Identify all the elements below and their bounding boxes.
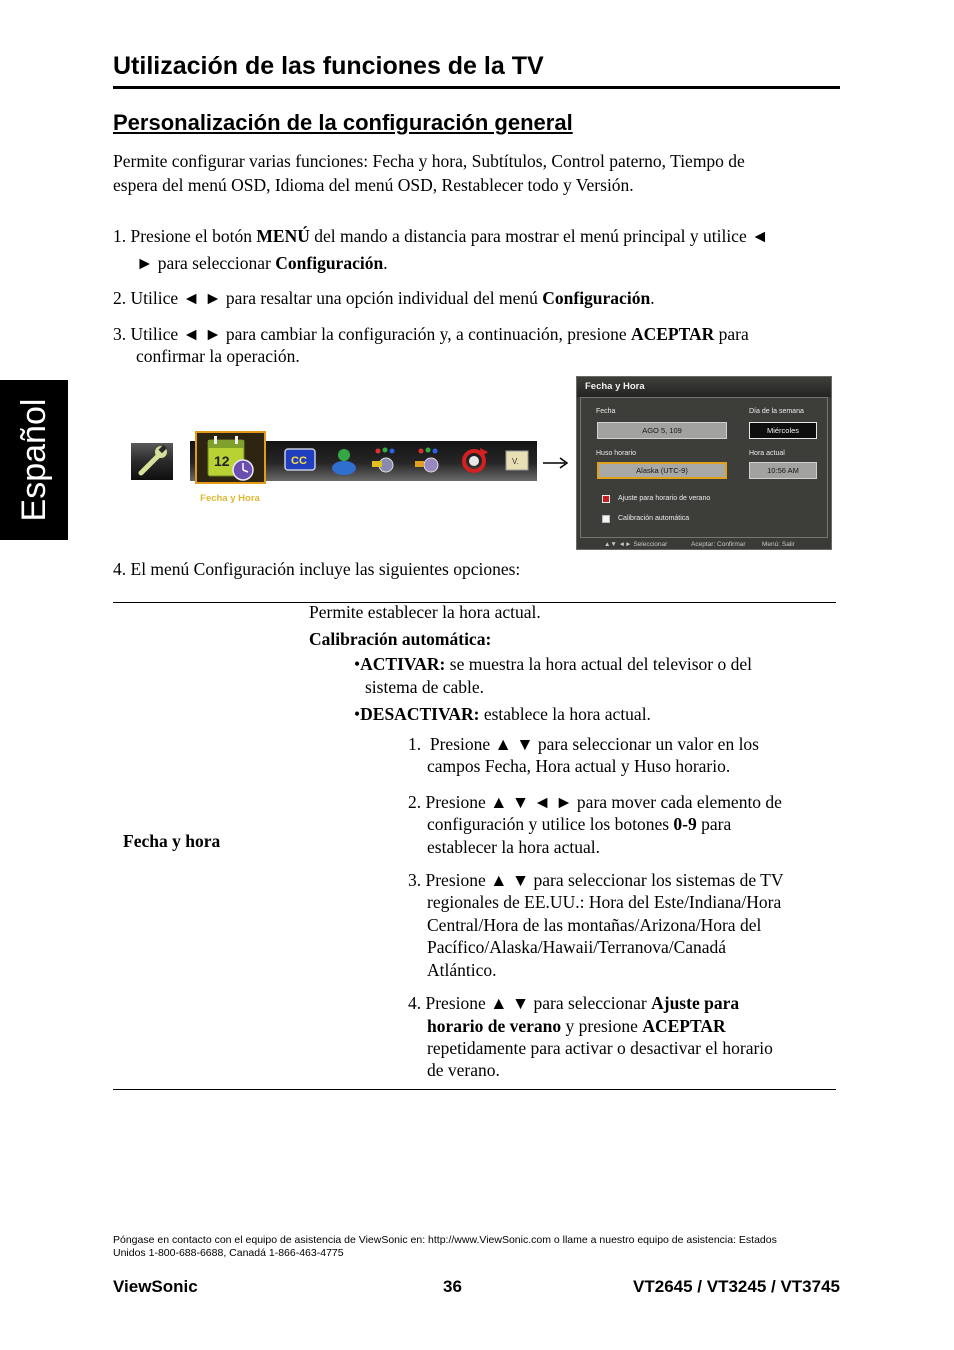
step-text: 1. Presione el botón (113, 226, 257, 246)
item-4-line (408, 992, 739, 1014)
item-4-line: de verano. (427, 1060, 500, 1080)
item-4-line (427, 1015, 726, 1037)
table-row-label: Fecha y hora (123, 831, 221, 851)
item-2-line: 2. Presione ▲ ▼ ◄ ► para mover cada elemento de (408, 792, 782, 812)
item-text: para (696, 814, 732, 834)
version-card-text: V. (512, 457, 519, 466)
current-time-label: Hora actual (749, 450, 785, 457)
cc-icon (285, 449, 315, 470)
item-bold: ACEPTAR (642, 1016, 726, 1036)
step-1-line-2 (136, 252, 388, 274)
timezone-field: Alaska (UTC-9) (597, 462, 727, 479)
step-text: del mando a distancia para mostrar el menú principal y utilice ◄ (309, 226, 769, 246)
auto-calibration-checkbox (602, 515, 610, 523)
bullet-desactivar (354, 703, 651, 725)
title-rule (113, 86, 840, 89)
item-3-line: 3. Presione ▲ ▼ para seleccionar los sistemas de TV (408, 870, 784, 890)
section-title: Personalización de la configuración general (113, 110, 573, 135)
support-note-line: Póngase en contacto con el equipo de asistencia de ViewSonic en: http://www.ViewSonic.com o llame a nuestro equipo de asistencia: Estados (113, 1234, 777, 1246)
step-3-line-1 (113, 323, 749, 345)
step-bold: Configuración (275, 253, 384, 273)
calendar-day-number: 12 (214, 453, 230, 469)
item-bold: Ajuste para (651, 993, 740, 1013)
timezone-label: Huso horario (596, 450, 637, 457)
table-bottom-rule (113, 1089, 836, 1090)
item-2-line (427, 813, 731, 835)
step-3-line-2: confirmar la operación. (136, 346, 300, 366)
footer-models: VT2645 / VT3245 / VT3745 (633, 1277, 840, 1296)
item-1-line: 1. Presione ▲ ▼ para seleccionar un valor en los (408, 734, 759, 754)
bullet-activar (354, 653, 752, 675)
right-arrow-icon (541, 456, 571, 470)
step-bold: ACEPTAR (630, 324, 715, 344)
step-bold: MENÚ (256, 226, 310, 246)
cc-icon-text: CC (291, 455, 307, 467)
item-3-line: Central/Hora de las montañas/Arizona/Hora del (427, 915, 762, 935)
language-tab-label: Español (15, 398, 53, 522)
dst-checkbox-label: Ajuste para horario de verano (618, 495, 711, 502)
auto-calibration-label: Calibración automática (618, 515, 690, 522)
item-1-line: campos Fecha, Hora actual y Huso horario. (427, 756, 731, 776)
item-text: y presione (561, 1016, 643, 1036)
bullet-mark: • (354, 704, 361, 724)
step-2 (113, 287, 655, 309)
page-title: Utilización de las funciones de la TV (113, 52, 544, 80)
step-text: 3. Utilice ◄ ► para cambiar la configuración y, a continuación, presione (113, 324, 631, 344)
bullet-bold: DESACTIVAR: (360, 704, 480, 724)
step-text: ► para seleccionar (136, 253, 276, 273)
page-number: 36 (443, 1277, 462, 1296)
item-text: 4. Presione ▲ ▼ para seleccionar (408, 993, 652, 1013)
date-label: Fecha (596, 408, 616, 415)
wrench-icon (131, 443, 173, 480)
bullet-bold: ACTIVAR: (360, 654, 446, 674)
step-1-line-1 (113, 225, 768, 247)
dst-checkbox (602, 495, 610, 503)
item-bold: horario de verano (427, 1016, 562, 1036)
step-text: 2. Utilice ◄ ► para resaltar una opción individual del menú (113, 288, 543, 308)
intro-line: espera del menú OSD, Idioma del menú OSD, Restablecer todo y Versión. (113, 175, 634, 195)
hint-select: ▲▼ ◄► Seleccionar (604, 541, 668, 548)
date-time-dialog (576, 376, 832, 550)
language-side-tab (0, 380, 68, 540)
date-field: AGO 5, 109 (597, 422, 727, 439)
item-3-line: regionales de EE.UU.: Hora del Este/Indiana/Hora (427, 892, 782, 912)
weekday-field: Miércoles (749, 422, 817, 439)
table-description: Permite establecer la hora actual. (309, 602, 541, 622)
support-note-line: Unidos 1-800-688-6688, Canadá 1-866-463-4775 (113, 1247, 344, 1259)
step-bold: Configuración (542, 288, 651, 308)
current-time-field: 10:56 AM (749, 462, 817, 479)
hint-confirm: Aceptar: Confirmar (691, 541, 746, 548)
calendar-clock-icon (196, 432, 265, 483)
weekday-label: Día de la semana (749, 408, 804, 415)
intro-line: Permite configurar varias funciones: Fecha y hora, Subtítulos, Control paterno, Tiempo de (113, 151, 745, 171)
step-text: . (650, 288, 655, 308)
item-bold: 0-9 (673, 814, 697, 834)
step-4: 4. El menú Configuración incluye las siguientes opciones: (113, 559, 521, 579)
auto-calibration-heading: Calibración automática: (309, 629, 492, 649)
item-text: configuración y utilice los botones (427, 814, 674, 834)
bullet-text: se muestra la hora actual del televisor o del (445, 654, 753, 674)
bullet-mark: • (354, 654, 361, 674)
step-text: . (383, 253, 388, 273)
item-2-line: establecer la hora actual. (427, 837, 600, 857)
selected-menu-label: Fecha y Hora (200, 493, 260, 504)
bullet-activar-cont: sistema de cable. (365, 677, 485, 697)
bullet-text: establece la hora actual. (479, 704, 651, 724)
step-text: para (714, 324, 749, 344)
main-menu-screenshot (128, 430, 540, 510)
version-card-icon (506, 451, 528, 470)
dialog-title: Fecha y Hora (585, 381, 645, 392)
footer-brand: ViewSonic (113, 1277, 198, 1296)
item-4-line: repetidamente para activar o desactivar el horario (427, 1038, 773, 1058)
item-3-line: Pacífico/Alaska/Hawaii/Terranova/Canadá (427, 937, 727, 957)
item-3-line: Atlántico. (427, 960, 497, 980)
hint-exit: Menú: Salir (762, 541, 795, 548)
